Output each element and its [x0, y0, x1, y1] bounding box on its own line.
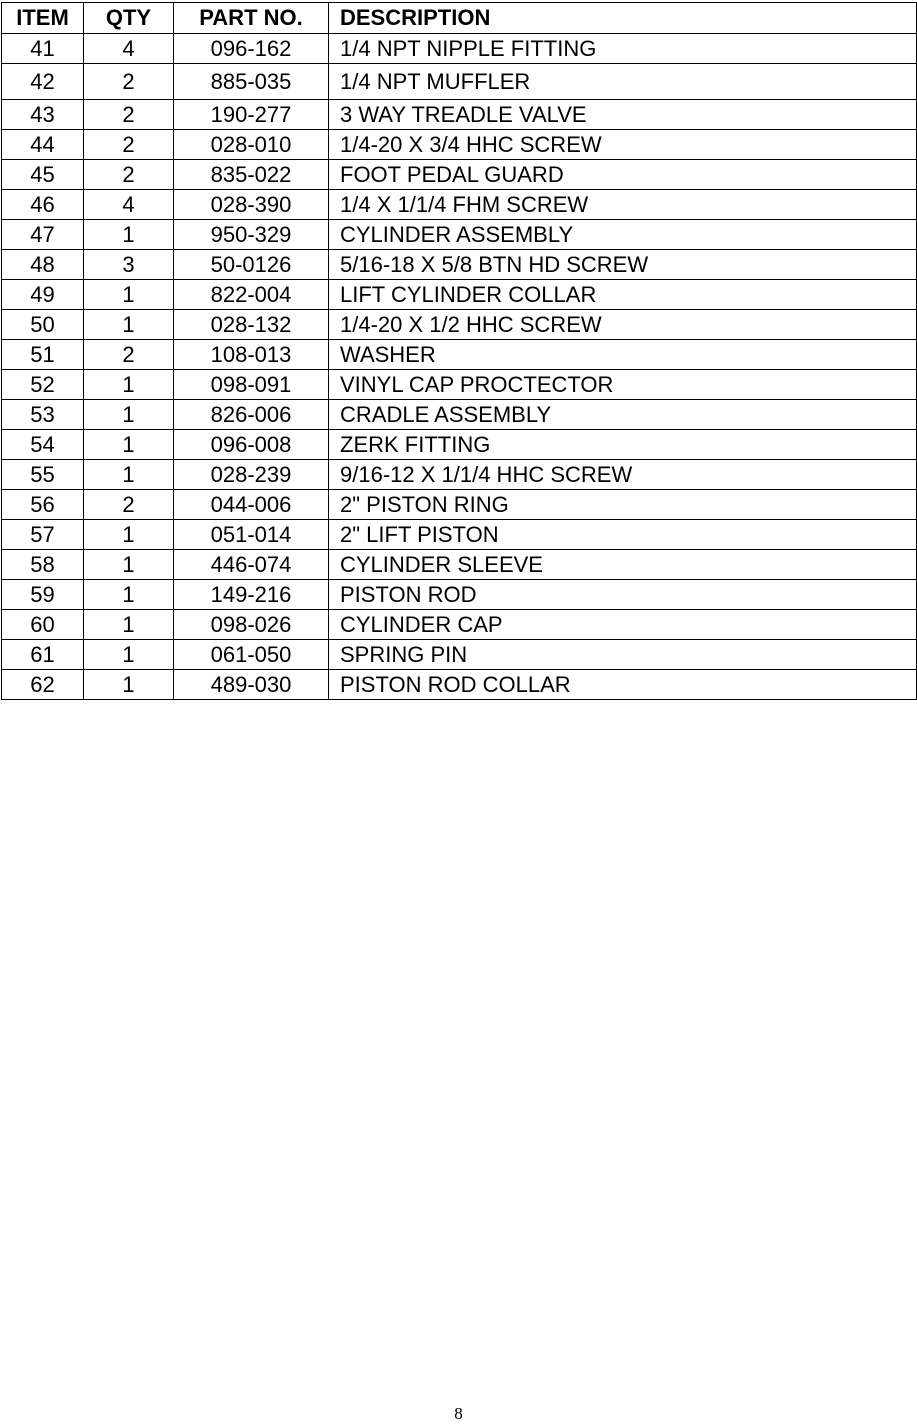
cell-item: 52	[2, 370, 84, 400]
cell-item: 61	[2, 640, 84, 670]
cell-description: CYLINDER ASSEMBLY	[329, 220, 917, 250]
cell-item: 43	[2, 100, 84, 130]
cell-qty: 1	[84, 670, 174, 700]
cell-part-no: 028-132	[174, 310, 329, 340]
table-row	[2, 100, 917, 130]
table-row	[2, 130, 917, 160]
cell-part-no: 044-006	[174, 490, 329, 520]
cell-part-no: 051-014	[174, 520, 329, 550]
cell-part-no: 096-162	[174, 34, 329, 64]
cell-item: 51	[2, 340, 84, 370]
cell-description: 1/4 X 1/1/4 FHM SCREW	[329, 190, 917, 220]
cell-item: 53	[2, 400, 84, 430]
cell-description: 5/16-18 X 5/8 BTN HD SCREW	[329, 250, 917, 280]
cell-description: CRADLE ASSEMBLY	[329, 400, 917, 430]
table-row	[2, 610, 917, 640]
cell-part-no: 061-050	[174, 640, 329, 670]
cell-qty: 1	[84, 310, 174, 340]
cell-part-no: 028-239	[174, 460, 329, 490]
cell-part-no: 096-008	[174, 430, 329, 460]
cell-item: 47	[2, 220, 84, 250]
cell-item: 44	[2, 130, 84, 160]
cell-description: 1/4-20 X 3/4 HHC SCREW	[329, 130, 917, 160]
table-row	[2, 280, 917, 310]
cell-description: ZERK FITTING	[329, 430, 917, 460]
cell-description: 2" PISTON RING	[329, 490, 917, 520]
cell-qty: 1	[84, 220, 174, 250]
cell-item: 58	[2, 550, 84, 580]
cell-qty: 1	[84, 370, 174, 400]
table-row	[2, 34, 917, 64]
cell-description: 2" LIFT PISTON	[329, 520, 917, 550]
cell-qty: 4	[84, 190, 174, 220]
cell-part-no: 950-329	[174, 220, 329, 250]
cell-part-no: 108-013	[174, 340, 329, 370]
table-row	[2, 160, 917, 190]
cell-item: 62	[2, 670, 84, 700]
table-row	[2, 490, 917, 520]
header-qty: QTY	[84, 3, 174, 34]
table-row	[2, 640, 917, 670]
cell-qty: 2	[84, 130, 174, 160]
table-row	[2, 670, 917, 700]
cell-description: CYLINDER SLEEVE	[329, 550, 917, 580]
cell-qty: 1	[84, 430, 174, 460]
table-header-row	[2, 3, 917, 34]
cell-description: PISTON ROD	[329, 580, 917, 610]
cell-qty: 1	[84, 400, 174, 430]
cell-part-no: 826-006	[174, 400, 329, 430]
cell-qty: 2	[84, 100, 174, 130]
cell-description: LIFT CYLINDER COLLAR	[329, 280, 917, 310]
cell-part-no: 190-277	[174, 100, 329, 130]
cell-qty: 4	[84, 34, 174, 64]
cell-part-no: 885-035	[174, 64, 329, 100]
cell-description: 1/4 NPT NIPPLE FITTING	[329, 34, 917, 64]
table-row	[2, 520, 917, 550]
cell-qty: 1	[84, 640, 174, 670]
cell-description: WASHER	[329, 340, 917, 370]
cell-item: 42	[2, 64, 84, 100]
cell-part-no: 149-216	[174, 580, 329, 610]
cell-description: CYLINDER CAP	[329, 610, 917, 640]
table-row	[2, 310, 917, 340]
cell-item: 56	[2, 490, 84, 520]
cell-qty: 1	[84, 550, 174, 580]
cell-part-no: 098-026	[174, 610, 329, 640]
table-row	[2, 220, 917, 250]
cell-item: 48	[2, 250, 84, 280]
cell-qty: 1	[84, 460, 174, 490]
cell-item: 50	[2, 310, 84, 340]
cell-item: 60	[2, 610, 84, 640]
cell-item: 46	[2, 190, 84, 220]
cell-description: SPRING PIN	[329, 640, 917, 670]
cell-part-no: 028-390	[174, 190, 329, 220]
cell-qty: 2	[84, 64, 174, 100]
cell-description: 3 WAY TREADLE VALVE	[329, 100, 917, 130]
table-row	[2, 580, 917, 610]
cell-description: VINYL CAP PROCTECTOR	[329, 370, 917, 400]
cell-part-no: 028-010	[174, 130, 329, 160]
header-item: ITEM	[2, 3, 84, 34]
cell-qty: 1	[84, 280, 174, 310]
cell-item: 55	[2, 460, 84, 490]
table-row	[2, 340, 917, 370]
cell-item: 54	[2, 430, 84, 460]
cell-description: 1/4 NPT MUFFLER	[329, 64, 917, 100]
table-row	[2, 460, 917, 490]
page-number: 8	[454, 1404, 463, 1423]
cell-qty: 2	[84, 340, 174, 370]
cell-qty: 1	[84, 580, 174, 610]
cell-item: 49	[2, 280, 84, 310]
cell-item: 45	[2, 160, 84, 190]
table-row	[2, 64, 917, 100]
cell-description: 9/16-12 X 1/1/4 HHC SCREW	[329, 460, 917, 490]
cell-item: 59	[2, 580, 84, 610]
table-row	[2, 370, 917, 400]
cell-part-no: 446-074	[174, 550, 329, 580]
cell-part-no: 835-022	[174, 160, 329, 190]
cell-qty: 2	[84, 160, 174, 190]
header-description: DESCRIPTION	[329, 3, 917, 34]
table-row	[2, 190, 917, 220]
cell-description: 1/4-20 X 1/2 HHC SCREW	[329, 310, 917, 340]
cell-part-no: 822-004	[174, 280, 329, 310]
cell-description: FOOT PEDAL GUARD	[329, 160, 917, 190]
cell-qty: 1	[84, 610, 174, 640]
cell-item: 41	[2, 34, 84, 64]
table-row	[2, 400, 917, 430]
table-row	[2, 550, 917, 580]
cell-description: PISTON ROD COLLAR	[329, 670, 917, 700]
cell-item: 57	[2, 520, 84, 550]
parts-table	[1, 2, 917, 700]
table-row	[2, 430, 917, 460]
cell-part-no: 489-030	[174, 670, 329, 700]
cell-qty: 1	[84, 520, 174, 550]
table-row	[2, 250, 917, 280]
cell-part-no: 098-091	[174, 370, 329, 400]
cell-qty: 2	[84, 490, 174, 520]
cell-qty: 3	[84, 250, 174, 280]
cell-part-no: 50-0126	[174, 250, 329, 280]
header-part-no: PART NO.	[174, 3, 329, 34]
